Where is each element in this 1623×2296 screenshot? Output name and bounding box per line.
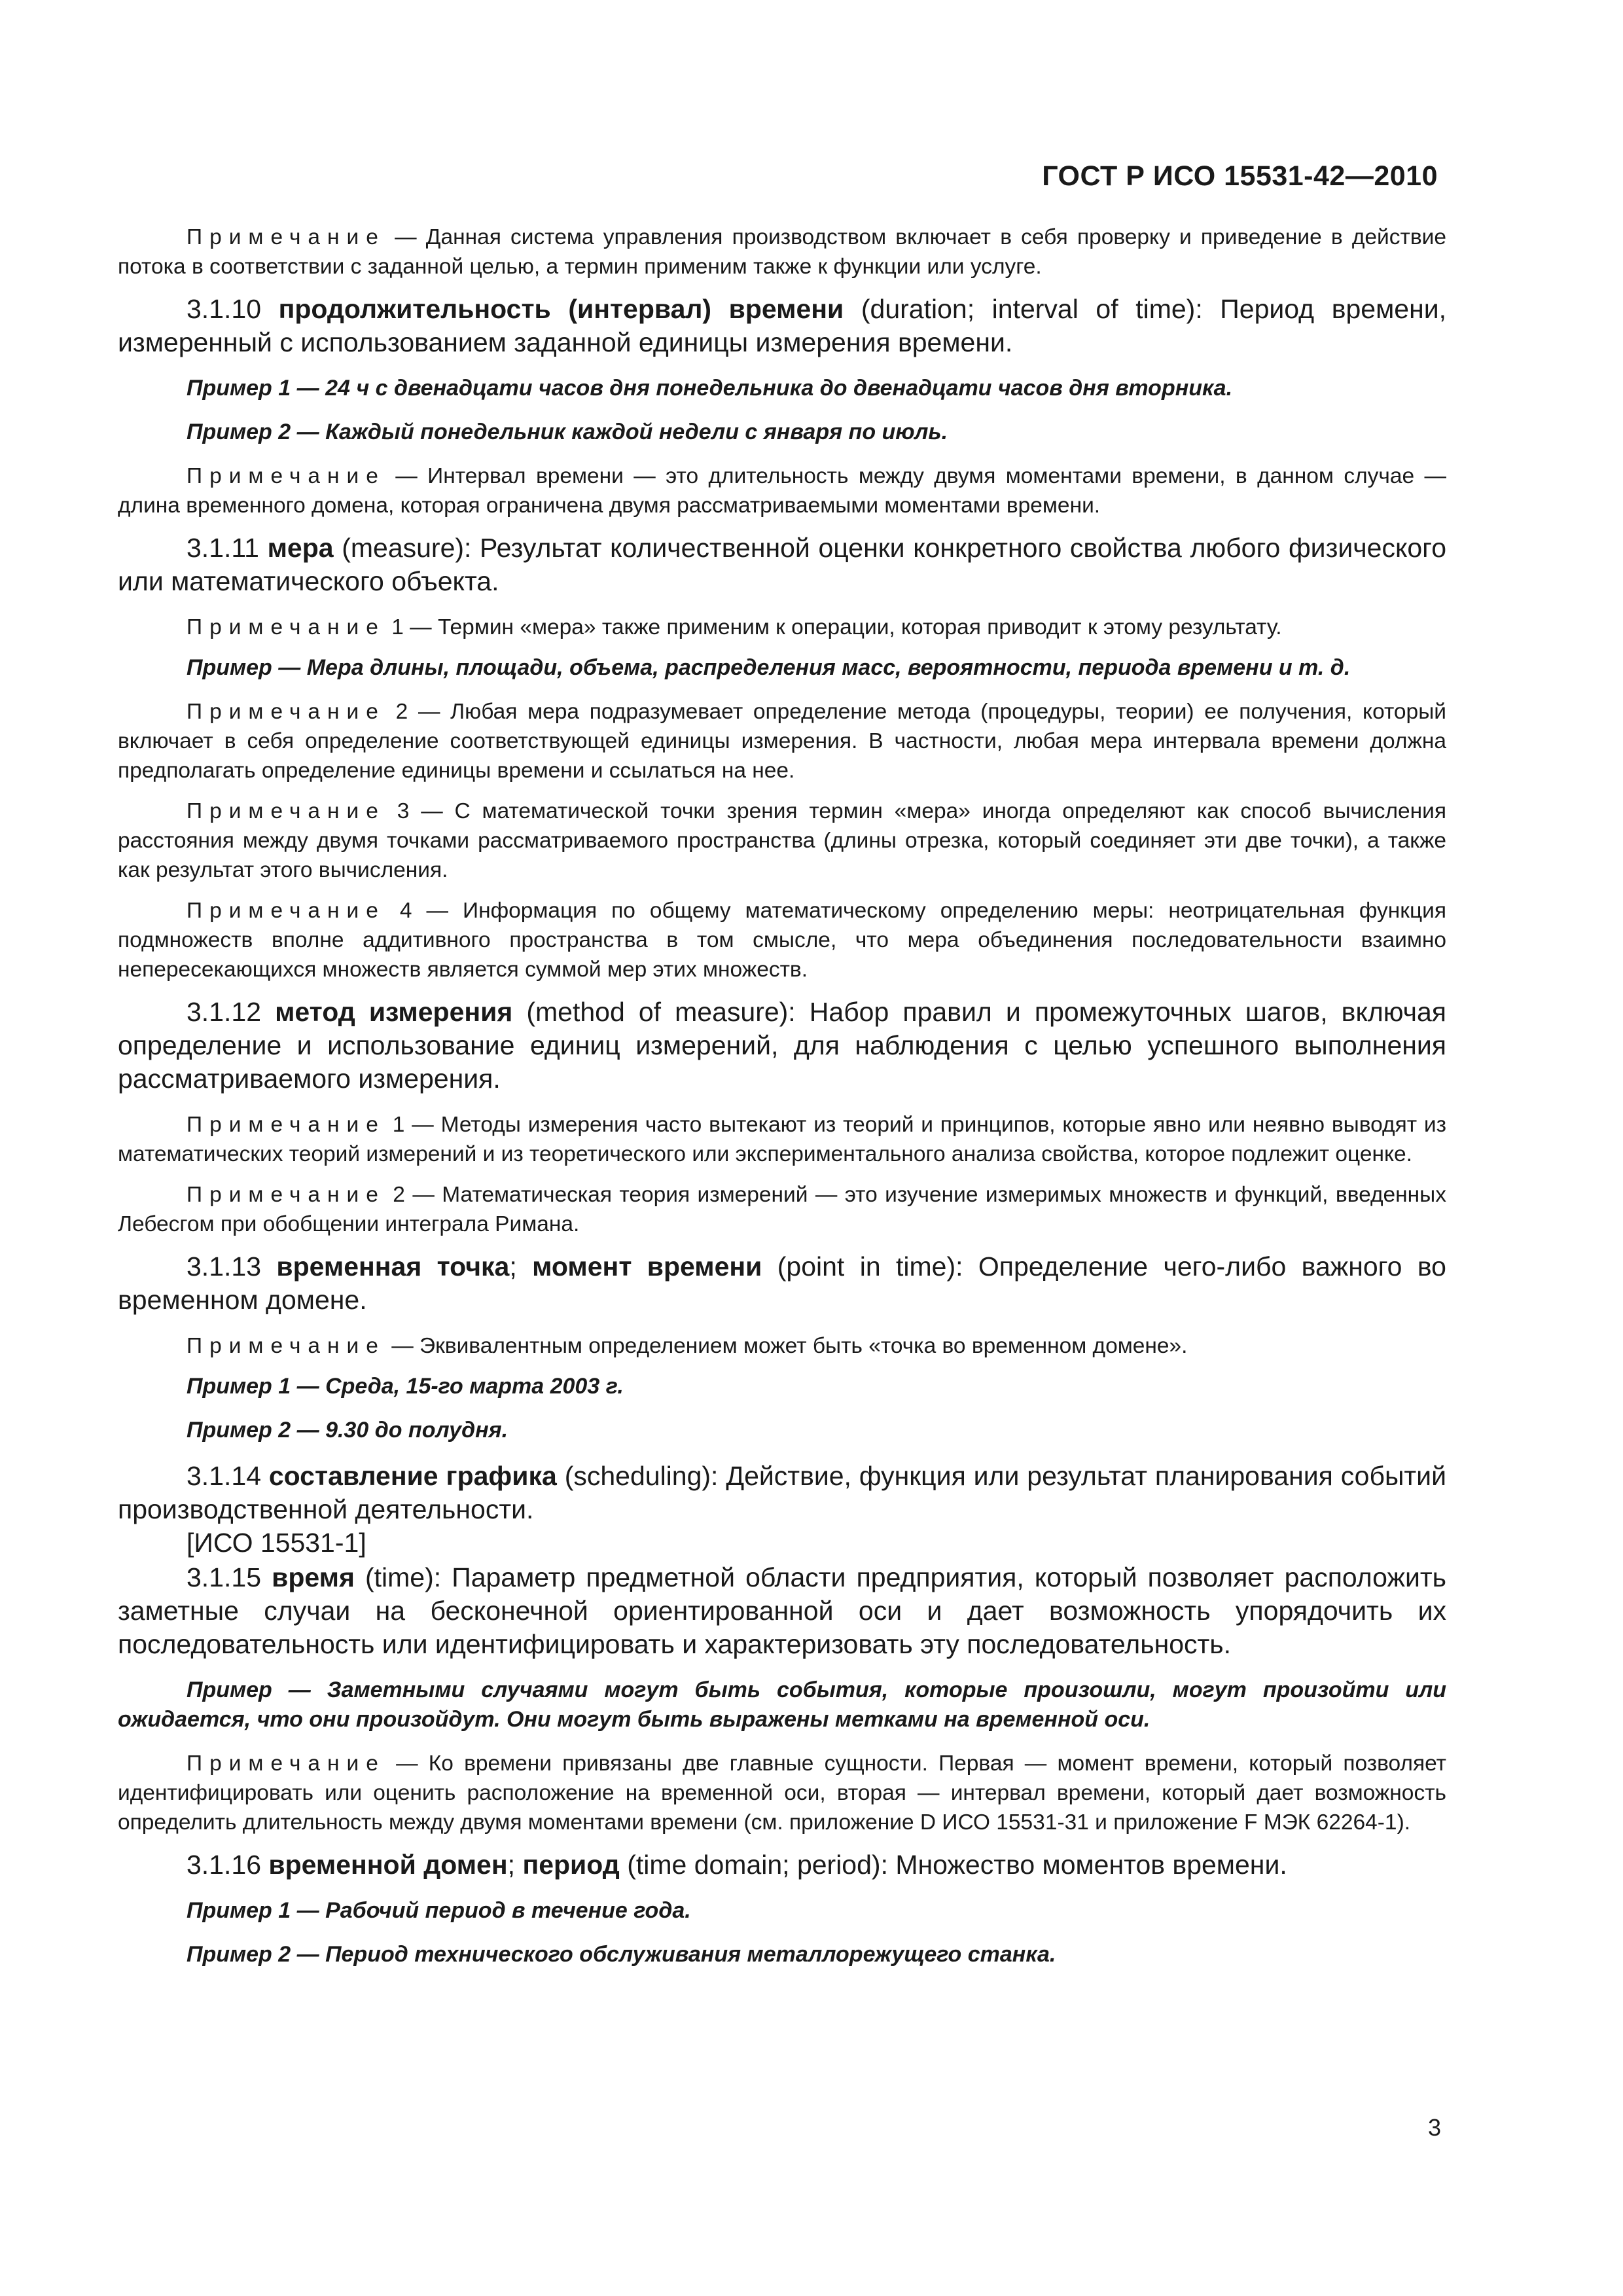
clause-number: 3.1.14 [187,1461,269,1491]
term-name: продолжительность (интервал) времени [278,294,844,324]
term-definition: 3.1.16 временной домен; период (time domain; period): Множество моментов времени. [187,1850,1287,1880]
page-number: 3 [1427,2114,1441,2141]
note-dash: 1 — [385,615,438,639]
note-label: Примечание [187,799,385,823]
note-paragraph [118,461,1446,520]
note-text: Ко времени привязаны две главные сущности. Первая — момент времени, который позволяет идентифицировать или оценить расположение на временной оси, вторая — интервал времени, который дает возможность определить длительность между двумя моментами времени (см. приложение D ИСО 15531-31 и приложение F МЭК 62264-1). [118,1751,1446,1835]
term-name: составление графика [268,1461,557,1491]
definition-text: (method of measure): Набор правил и промежуточных шагов, включая определение и использование единиц измерений, для наблюдения с целью успешного выполнения рассматриваемого измерения. [118,997,1446,1094]
example-text: Пример 1 — Рабочий период в течение года. [187,1898,691,1923]
term-name: мера [267,533,334,563]
note-dash: 1 — [385,1113,441,1137]
example-text: Пример 2 — Период технического обслуживания металлорежущего станка. [187,1942,1056,1967]
note-label: Примечание [187,1334,385,1358]
term-definition [118,531,1446,598]
term-synonym: период [522,1850,620,1880]
note-text: С математической точки зрения термин «мера» иногда определяют как способ вычисления расстояния между двумя точками рассматриваемого пространства (длины отрезка, который соединяет эти две точки), а также как результат этого вычисления. [118,799,1446,882]
note-dash: — [385,1334,420,1358]
example-text: Пример 1 — 24 ч с двенадцати часов дня понедельника до двенадцати часов дня вторника. [187,376,1233,401]
note-dash: 3 — [385,799,455,823]
clause-number: 3.1.13 [187,1251,277,1282]
definition-text: (measure): Результат количественной оценки конкретного свойства любого физического или математического объекта. [118,533,1446,596]
note-paragraph [118,797,1446,885]
term-definition: 3.1.13 временная точка; момент времени (point in time): Определение чего-либо важного во временном домене. [118,1251,1446,1315]
example-paragraph [118,1372,1446,1401]
note-dash: — [385,464,428,488]
note-text: Математическая теория измерений — это изучение измеримых множеств и функций, введенных Лебесгом при обобщении интеграла Римана. [118,1183,1446,1236]
clause-number: 3.1.12 [187,997,276,1027]
note-label: Примечание [187,1751,385,1776]
term-synonym: момент времени [532,1251,762,1282]
document-body [118,223,1446,1984]
clause-number: 3.1.10 [187,294,279,324]
example-paragraph [118,1896,1446,1926]
term-definition [118,293,1446,359]
note-label: Примечание [187,700,385,724]
note-paragraph [118,613,1446,642]
note-label: Примечание [187,1183,385,1207]
note-label: Примечание [187,615,385,639]
term-definition [118,996,1446,1096]
note-paragraph [118,223,1446,281]
note-paragraph [118,697,1446,785]
example-text: Пример — Мера длины, площади, объема, распределения масс, вероятности, периода времени и т. д. [187,655,1351,680]
clause-number: 3.1.11 [187,533,268,563]
note-text: Эквивалентным определением может быть «точка во временном домене». [419,1334,1188,1358]
example-paragraph [118,1416,1446,1445]
example-text: Пример 2 — Каждый понедельник каждой недели с января по июль. [187,420,948,444]
definition-text: (point in time): Определение чего-либо важного во временном домене. [118,1251,1446,1315]
note-dash: — [385,225,426,249]
definition-text: (time): Параметр предметной области предприятия, который позволяет расположить заметные случаи на бесконечной ориентированной оси и дает возможность упорядочить их последовательность или идентифицировать и характеризовать эту последовательность. [118,1562,1446,1659]
note-text: Данная система управления производством включает в себя проверку и приведение в действие потока в соответствии с заданной целью, а термин применим также к функции или услуге. [118,225,1446,279]
example-paragraph [118,374,1446,403]
note-text: Методы измерения часто вытекают из теорий и принципов, которые явно или неявно выводят из математических теорий измерений и из теоретического или экспериментального анализа свойства, которое подлежит оценке. [118,1113,1446,1166]
example-text: Пример — Заметными случаями могут быть события, которые произошли, могут произойти или ожидается, что они произойдут. Они могут быть выражены метками на временной оси. [118,1677,1446,1732]
term-name: временная точка [276,1251,510,1282]
note-dash: 4 — [385,899,463,923]
definition-text: (time domain; period): Множество моментов времени. [619,1850,1287,1880]
term-name: время [272,1562,355,1592]
note-label: Примечание [187,464,385,488]
note-text: Информация по общему математическому определению меры: неотрицательная функция подмножеств вполне аддитивного пространства в том смысле, что мера объединения последовательности взаимно непересекающихся множеств является суммой мер этих множеств. [118,899,1446,982]
note-dash: 2 — [385,1183,442,1207]
standard-designation: ГОСТ Р ИСО 15531-42—2010 [1042,160,1438,192]
example-paragraph [118,1940,1446,1969]
definition-text: (duration; interval of time): Период времени, измеренный с использованием заданной единицы измерения времени. [118,294,1447,357]
clause-number: 3.1.15 [187,1562,272,1592]
reference-text: [ИСО 15531-1] [187,1528,366,1558]
note-paragraph [118,1110,1446,1169]
note-label: Примечание [187,1113,385,1137]
note-paragraph [118,1331,1446,1361]
clause-number: 3.1.16 [187,1850,269,1880]
note-paragraph [118,896,1446,984]
example-paragraph [118,418,1446,447]
note-dash: 2 — [385,700,451,724]
note-text: Любая мера подразумевает определение метода (процедуры, теории) ее получения, который включает в себя определение соответствующей единицы измерения. В частности, любая мера интервала времени должна предполагать определение единицы времени и ссылаться на нее. [118,700,1446,783]
example-paragraph [118,1676,1446,1734]
term-definition [118,1561,1446,1661]
note-text: Интервал времени — это длительность между двумя моментами времени, в данном случае — длина временного домена, которая ограничена двумя рассматриваемыми моментами времени. [118,464,1446,518]
example-text: Пример 2 — 9.30 до полудня. [187,1418,508,1443]
term-name: временной домен [268,1850,508,1880]
note-label: Примечание [187,899,385,923]
example-text: Пример 1 — Среда, 15-го марта 2003 г. [187,1374,624,1399]
source-reference [118,1526,1446,1560]
example-paragraph [118,653,1446,683]
note-paragraph [118,1749,1446,1837]
term-definition [118,1460,1446,1526]
term-name: метод измерения [275,997,513,1027]
note-paragraph [118,1180,1446,1239]
note-label: Примечание [187,225,385,249]
definition-text: (scheduling): Действие, функция или результат планирования событий производственной деятельности. [118,1461,1446,1524]
note-text: Термин «мера» также применим к операции, которая приводит к этому результату. [437,615,1282,639]
note-dash: — [385,1751,429,1776]
